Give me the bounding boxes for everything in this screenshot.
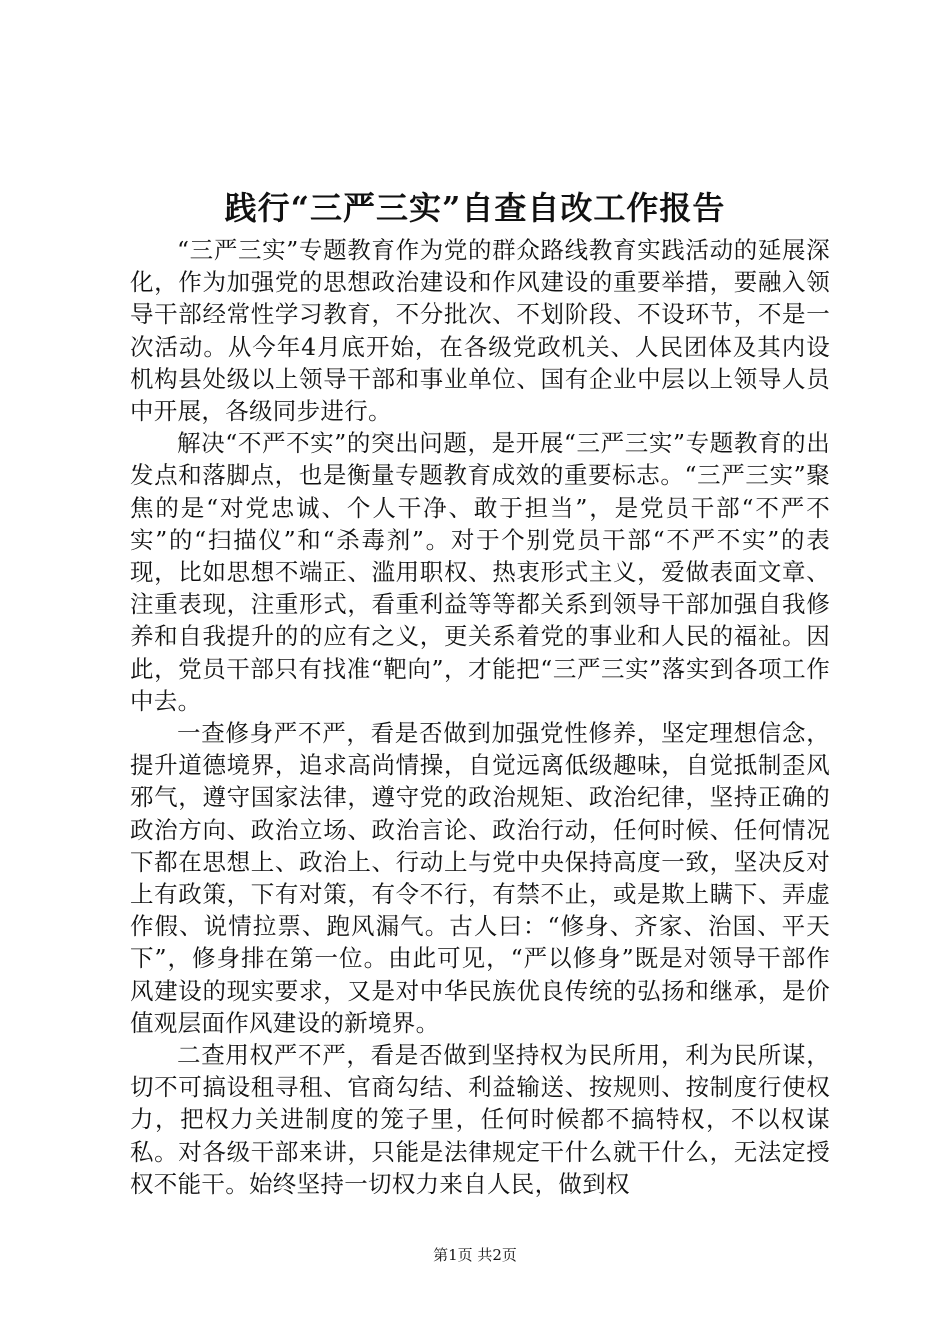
- paragraph-intro: “三严三实”专题教育作为党的群众路线教育实践活动的延展深化，作为加强党的思想政治建设和作风建设的重要举措，要融入领导干部经常性学习教育，不分批次、不划阶段、不设环节，不是一次活动。从今年4月底开始，在各级党政机关、人民团体及其内设机构县处级以上领导干部和事业单位、国有企业中层以上领导人员中开展，各级同步进行。: [130, 236, 830, 426]
- page-number-footer: 第1页 共2页: [433, 1246, 517, 1264]
- document-body: [130, 234, 830, 1200]
- paragraph-self-cultivation: 一查修身严不严，看是否做到加强党性修养，坚定理想信念，提升道德境界，追求高尚情操，自觉远离低级趣味，自觉抵制歪风邪气，遵守国家法律，遵守党的政治规矩、政治纪律，坚持正确的政治方向、政治立场、政治言论、政治行动，任何时候、任何情况下都在思想上、政治上、行动上与党中央保持高度一致，坚决反对上有政策，下有对策，有令不行，有禁不止，或是欺上瞒下、弄虚作假、说情拉票、跑风漏气。古人曰：“修身、齐家、治国、平天下”，修身排在第一位。由此可见，“严以修身”既是对领导干部作风建设的现实要求，又是对中华民族优良传统的弘扬和继承，是价值观层面作风建设的新境界。: [130, 719, 830, 1037]
- paragraph-power-use: 二查用权严不严，看是否做到坚持权为民所用，利为民所谋，切不可搞设租寻租、官商勾结、利益输送、按规则、按制度行使权力，把权力关进制度的笼子里，任何时候都不搞特权，不以权谋私。对各级干部来讲，只能是法律规定干什么就干什么，无法定授权不能干。始终坚持一切权力来自人民，做到权: [130, 1041, 830, 1198]
- document-title: 践行“三严三实”自查自改工作报告: [224, 189, 726, 227]
- paragraph-problems: 解决“不严不实”的突出问题，是开展“三严三实”专题教育的出发点和落脚点，也是衡量专题教育成效的重要标志。“三严三实”聚焦的是“对党忠诚、个人干净、敢于担当”，是党员干部“不严不实”的“扫描仪”和“杀毒剂”。对于个别党员干部“不严不实”的表现，比如思想不端正、滥用职权、热衷形式主义，爱做表面文章、注重表现，注重形式，看重利益等等都关系到领导干部加强自我修养和自我提升的的应有之义，更关系着党的事业和人民的福祉。因此，党员干部只有找准“靶向”，才能把“三严三实”落实到各项工作中去。: [130, 429, 830, 715]
